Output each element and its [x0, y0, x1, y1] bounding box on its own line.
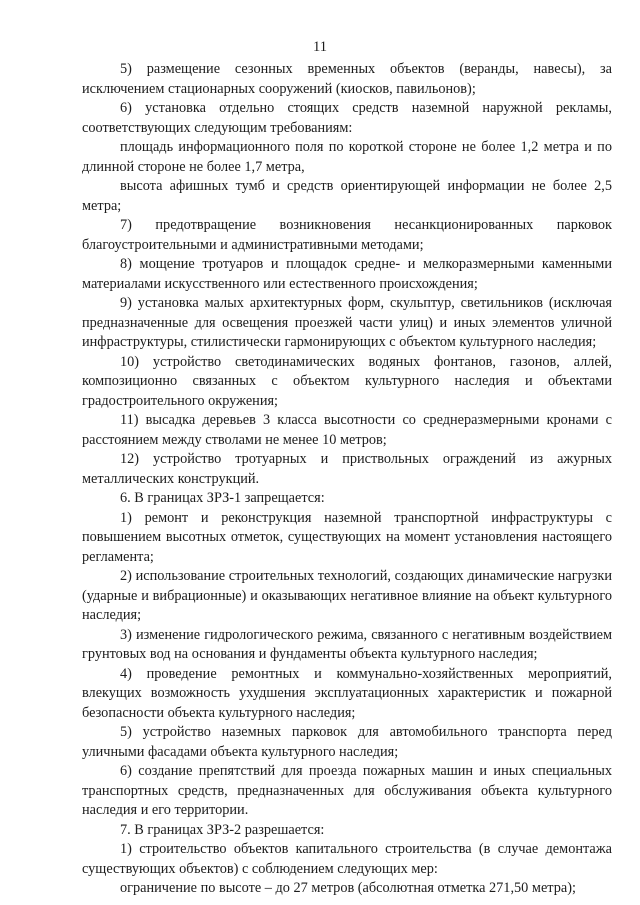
paragraph: 11) высадка деревьев 3 класса высотности со среднеразмерными кронами с расстоянием между стволами не менее 10 метров; [82, 412, 612, 448]
paragraph: 4) проведение ремонтных и коммунально-хозяйственных мероприятий, влекущих возможность ухудшения эксплуатационных характеристик и пожарной безопасности объекта культурного наследия; [82, 665, 612, 721]
paragraph: высота афишных тумб и средств ориентирующей информации не более 2,5 метра; [82, 178, 612, 214]
section-heading: 7. В границах ЗРЗ-2 разрешается: [120, 821, 325, 838]
paragraph: площадь информационного поля по короткой стороне не более 1,2 метра и по длинной стороне не более 1,7 метра, [82, 139, 612, 175]
paragraph: 7) предотвращение возникновения несанкционированных парковок благоустроительными и административными методами; [82, 217, 612, 253]
paragraph: 6) установка отдельно стоящих средств наземной наружной рекламы, соответствующих следующим требованиям: [82, 100, 612, 136]
paragraph: 5) устройство наземных парковок для автомобильного транспорта перед уличными фасадами объекта культурного наследия; [82, 724, 612, 760]
paragraph: 5) размещение сезонных временных объектов (веранды, навесы), за исключением стационарных сооружений (киосков, павильонов); [82, 61, 612, 97]
paragraph: 8) мощение тротуаров и площадок средне- и мелкоразмерными каменными материалами искусственного или естественного происхождения; [82, 256, 612, 292]
paragraph: 10) устройство светодинамических водяных фонтанов, газонов, аллей, композиционно связанных с объектом культурного наследия и объектами градостроительного окружения; [82, 353, 612, 409]
paragraph: 6) создание препятствий для проезда пожарных машин и иных специальных транспортных средств, предназначенных для обслуживания объекта культурного наследия и его территории. [82, 763, 612, 818]
document-body [82, 60, 612, 899]
paragraph: 1) строительство объектов капитального строительства (в случае демонтажа существующих объектов) с соблюдением следующих мер: [82, 841, 612, 877]
section-heading: 6. В границах ЗРЗ-1 запрещается: [120, 490, 325, 506]
paragraph: 9) установка малых архитектурных форм, скульптур, светильников (исключая предназначенные для освещения проезжей части улиц) и иных элементов уличной инфраструктуры, стилистически гармонирующих с объектом культурного наследия; [82, 295, 612, 350]
paragraph: 2) использование строительных технологий, создающих динамические нагрузки (ударные и вибрационные) и оказывающих негативное влияние на объект культурного наследия; [82, 568, 612, 623]
page-number: 11 [313, 39, 327, 55]
paragraph: 3) изменение гидрологического режима, связанного с негативным воздействием грунтовых вод на основания и фундаменты объекта культурного наследия; [82, 626, 612, 662]
paragraph: 1) ремонт и реконструкция наземной транспортной инфраструктуры с повышением высотных отметок, существующих на момент установления настоящего регламента; [82, 509, 612, 565]
paragraph: 12) устройство тротуарных и приствольных ограждений из ажурных металлических конструкций. [82, 451, 612, 487]
paragraph: ограничение по высоте – до 27 метров (абсолютная отметка 271,50 метра); [120, 880, 576, 896]
